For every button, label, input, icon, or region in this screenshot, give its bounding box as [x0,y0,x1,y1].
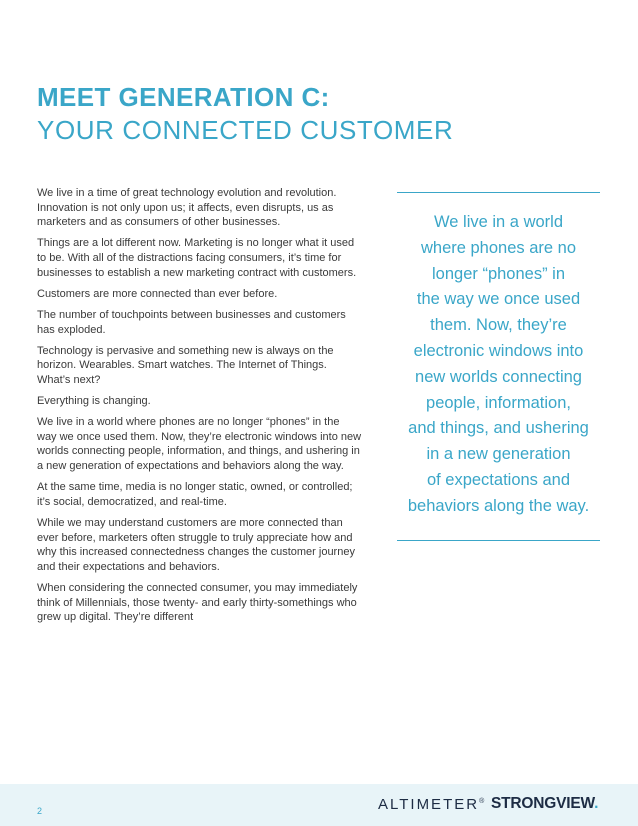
pull-quote [397,192,600,541]
pull-quote-line: new worlds connecting [415,367,582,386]
pull-quote-line: people, information, [426,393,571,412]
paragraph: Everything is changing. [37,395,151,408]
pull-quote-line: the way we once used [416,290,581,309]
page-title: MEET GENERATION C: [37,82,330,112]
page-subtitle: YOUR CONNECTED CUSTOMER [37,115,454,145]
altimeter-logo-text: ALTIMETER [378,796,480,813]
pull-quote-line: behaviors along the way. [407,496,590,515]
pull-quote-line: where phones are no [420,238,577,257]
paragraph: Technology is pervasive and something new is always on the horizon. Wearables. Smart watches. The Internet of Things. What’s next? [37,344,334,386]
pull-quote-top-rule [397,192,600,193]
paragraph: We live in a world where phones are no longer “phones” in the way we once used them. Now, they’re electronic windows into new worlds connecting people, information, and things, and ushering in a new generation of expectations and behaviors along the way. [37,416,362,473]
pull-quote-line: We live in a world [434,213,563,231]
pull-quote-line: longer “phones” in [432,264,565,283]
strongview-logo-text: STRONGVIEW [491,795,595,812]
strongview-logo-dot: . [594,795,599,812]
pull-quote-line: electronic windows into [413,341,584,360]
altimeter-logo [378,796,484,813]
pull-quote-line: them. Now, they’re [430,316,567,335]
page-number: 2 [37,806,43,816]
pull-quote-text [397,210,600,520]
pull-quote-line: of expectations and [426,470,571,489]
paragraph: When considering the connected consumer, you may immediately think of Millennials, those twenty- and early thirty-somethings who grew up digital. They’re different [37,582,358,624]
paragraph: While we may understand customers are more connected than ever before, marketers often struggle to truly appreciate how and why this increased connectedness changes the customer journey and their expectations and behaviors. [37,517,355,573]
body-text-column [37,186,362,631]
paragraph: At the same time, media is no longer static, owned, or controlled; it’s social, democratized, and real-time. [37,481,353,508]
paragraph: Customers are more connected than ever before. [37,287,278,300]
registered-mark: ® [479,798,485,805]
strongview-logo [491,795,598,813]
paragraph: The number of touchpoints between businesses and customers has exploded. [37,308,346,336]
pull-quote-bottom-rule [397,540,600,541]
paragraph: We live in a time of great technology evolution and revolution. Innovation is not only upon us; it affects, even disrupts, us as marketers and as consumers of other businesses. [37,187,337,229]
pull-quote-line: in a new generation [426,445,571,464]
paragraph: Things are a lot different now. Marketing is no longer what it used to be. With all of the distractions facing consumers, it’s time for businesses to establish a new marketing contract with customers. [37,237,357,279]
pull-quote-line: and things, and ushering [408,419,589,438]
